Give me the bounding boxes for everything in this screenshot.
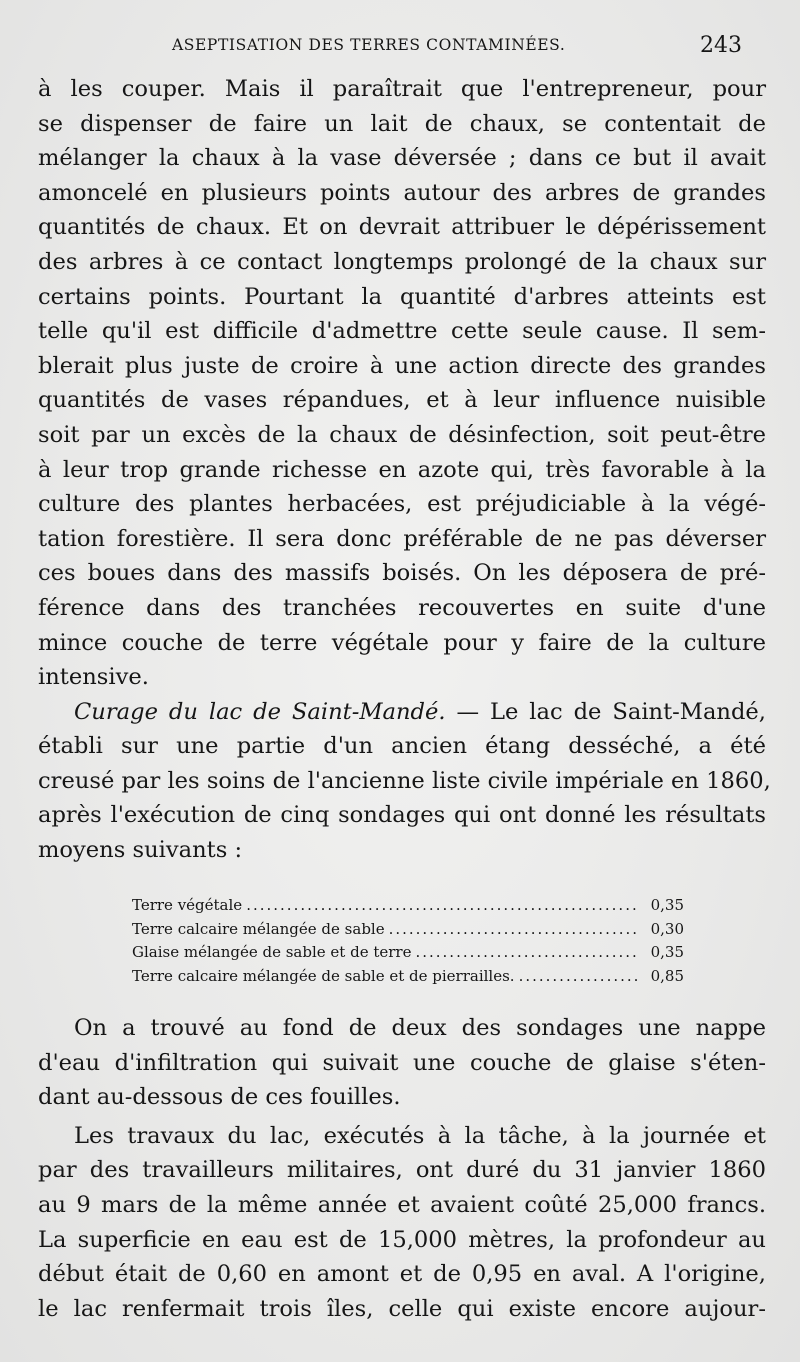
row-value: 0,85 <box>650 966 684 985</box>
text-line: le lac renfermait trois îles, celle qui existe encore aujour- <box>38 1295 766 1322</box>
text-line: établi sur une partie d'un ancien étang desséché, a été <box>38 733 766 760</box>
row-label: Terre calcaire mélangée de sable <box>132 919 385 938</box>
text-line: blerait plus juste de croire à une action directe des grandes <box>38 352 766 379</box>
text-line: creusé par les soins de l'ancienne liste civile impériale en 1860, <box>38 767 771 794</box>
text-line: se dispenser de faire un lait de chaux, se contentait de <box>38 110 766 137</box>
running-title: ASEPTISATION DES TERRES CONTAMINÉES. <box>172 36 566 54</box>
text-line: intensive. <box>38 664 149 691</box>
paragraph <box>38 72 766 695</box>
section-first-line <box>38 695 766 730</box>
text-line: amoncelé en plusieurs points autour des arbres de grandes <box>38 179 766 206</box>
text-line: ces boues dans des massifs boisés. On les déposera de pré- <box>38 560 766 587</box>
running-header <box>0 33 800 61</box>
row-label: Terre végétale <box>132 896 243 914</box>
text-line: dant au-dessous de ces fouilles. <box>38 1084 401 1111</box>
text-line: La superficie en eau est de 15,000 mètres, la profondeur au <box>38 1226 766 1253</box>
body-text <box>38 72 771 868</box>
table-row <box>132 943 684 967</box>
table-row <box>132 920 684 944</box>
row-label: Glaise mélangée de sable et de terre <box>132 943 412 961</box>
dot-leader <box>389 920 638 938</box>
row-value: 0,35 <box>650 896 684 914</box>
text-line: après l'exécution de cinq sondages qui ont donné les résultats <box>38 802 766 829</box>
text-line: début était de 0,60 en amont et de 0,95 en aval. A l'origine, <box>38 1261 766 1288</box>
dot-leader <box>246 896 638 914</box>
text-line: d'eau d'infiltration qui suivait une couche de glaise s'éten- <box>38 1049 766 1076</box>
dot-leader <box>519 967 638 985</box>
table-row <box>132 967 684 991</box>
text-line: soit par un excès de la chaux de désinfection, soit peut-être <box>38 421 766 448</box>
text-line: On a trouvé au fond de deux des sondages une nappe <box>74 1015 766 1041</box>
text-line: quantités de vases répandues, et à leur influence nuisible <box>38 387 766 414</box>
text-line: Les travaux du lac, exécutés à la tâche, à la journée et <box>74 1122 766 1149</box>
text-line: quantités de chaux. Et on devrait attribuer le dépérissement <box>38 214 766 241</box>
row-value: 0,35 <box>650 943 684 961</box>
text-line: culture des plantes herbacées, est préjudiciable à la végé- <box>38 491 766 518</box>
text-line: au 9 mars de la même année et avaient coûté 25,000 francs. <box>38 1191 766 1218</box>
table-row <box>132 896 684 920</box>
text-line: certains points. Pourtant la quantité d'arbres atteints est <box>38 283 766 310</box>
section-first-line-text: — Le lac de Saint-Mandé, <box>445 698 766 725</box>
dot-leader <box>415 943 638 961</box>
body-text-lower <box>38 1011 766 1326</box>
text-line: mince couche de terre végétale pour y faire de la culture <box>38 629 766 656</box>
text-line: tation forestière. Il sera donc préférable de ne pas déverser <box>38 525 766 552</box>
paragraph <box>38 1011 766 1115</box>
section-paragraph <box>38 695 771 868</box>
page-number: 243 <box>700 33 742 58</box>
paragraph <box>38 1119 766 1327</box>
sondage-results-table <box>132 896 684 990</box>
row-value: 0,30 <box>650 919 684 938</box>
text-line: par des travailleurs militaires, ont duré du 31 janvier 1860 <box>38 1157 766 1184</box>
row-label: Terre calcaire mélangée de sable et de pierrailles. <box>132 966 515 985</box>
section-heading: Curage du lac de Saint-Mandé. <box>74 698 446 725</box>
text-line: des arbres à ce contact longtemps prolongé de la chaux sur <box>38 248 766 275</box>
text-line: mélanger la chaux à la vase déversée ; dans ce but il avait <box>38 145 766 172</box>
text-line: à leur trop grande richesse en azote qui, très favorable à la <box>38 456 766 483</box>
text-line: férence dans des tranchées recouvertes en suite d'une <box>38 594 766 621</box>
text-line: moyens suivants : <box>38 837 243 864</box>
text-line: à les couper. Mais il paraîtrait que l'entrepreneur, pour <box>38 76 766 102</box>
text-line: telle qu'il est difficile d'admettre cette seule cause. Il sem- <box>38 318 766 345</box>
